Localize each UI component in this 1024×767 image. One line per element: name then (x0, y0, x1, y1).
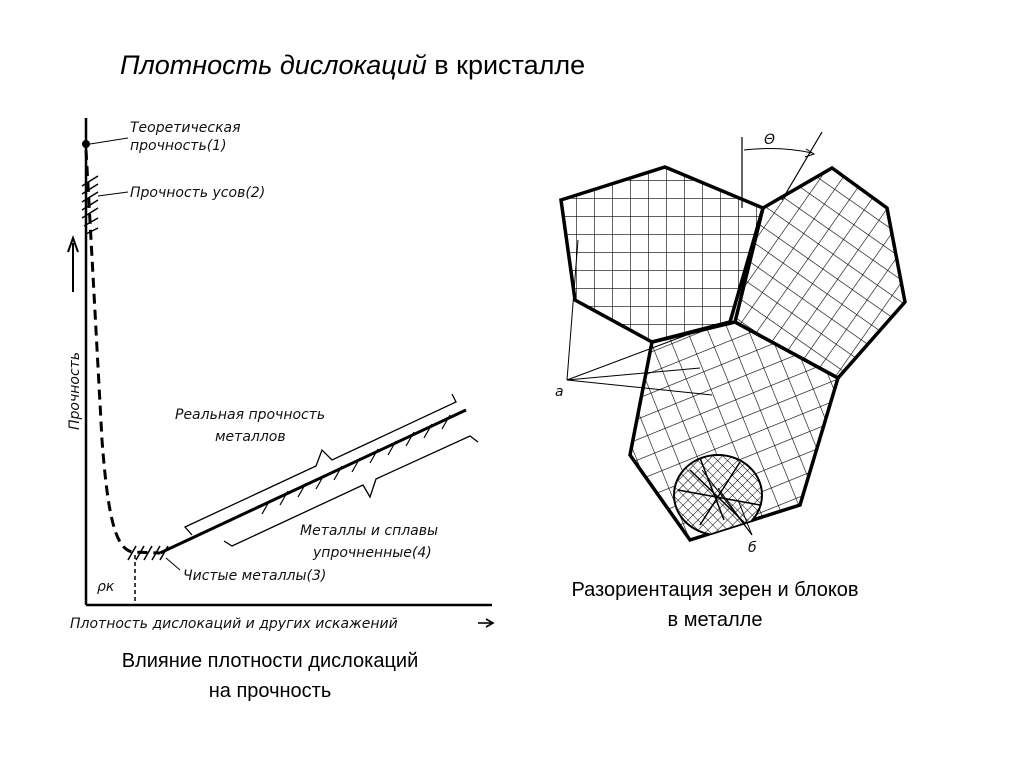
right-caption-line-2: в металле (667, 609, 763, 631)
alloys-label-1: Металлы и сплавы (300, 523, 439, 539)
x-axis-label: Плотность дислокаций и других искажений (70, 616, 398, 632)
angle-arc (744, 149, 812, 153)
real-strength-label-2: металлов (215, 429, 286, 445)
theoretical-label-1: Теоретическая (130, 120, 241, 136)
title-italic-part: Плотность дислокаций (120, 50, 427, 80)
whiskers-label: Прочность усов(2) (130, 185, 266, 201)
y-axis-label: Прочность (67, 351, 83, 430)
title-rest-part: в кристалле (426, 50, 586, 80)
pure-metals-label: Чистые металлы(3) (183, 568, 327, 584)
left-caption-line-1: Влияние плотности дислокаций (121, 650, 419, 672)
strength-graph (67, 118, 493, 632)
left-caption-line-2: на прочность (208, 680, 332, 702)
real-strength-label-1: Реальная прочность (175, 407, 326, 423)
label-b: б (748, 540, 757, 556)
right-caption-line-1: Разориентация зерен и блоков (571, 579, 859, 601)
left-caption (40, 646, 500, 706)
theoretical-label-2: прочность(1) (130, 138, 227, 154)
theoretical-strength-point (82, 140, 90, 148)
critical-density-label: ρк (97, 579, 115, 595)
grain-diagram (555, 132, 905, 556)
label-a: a (555, 384, 564, 400)
theoretical-leader (90, 138, 128, 144)
pure-metals-leader (166, 558, 180, 570)
right-caption (505, 575, 925, 635)
alloys-label-2: упрочненные(4) (313, 545, 432, 561)
strength-curve (86, 150, 160, 553)
angle-label: Θ (764, 132, 776, 148)
grain-top-left (561, 167, 763, 342)
whiskers-leader (98, 192, 128, 196)
